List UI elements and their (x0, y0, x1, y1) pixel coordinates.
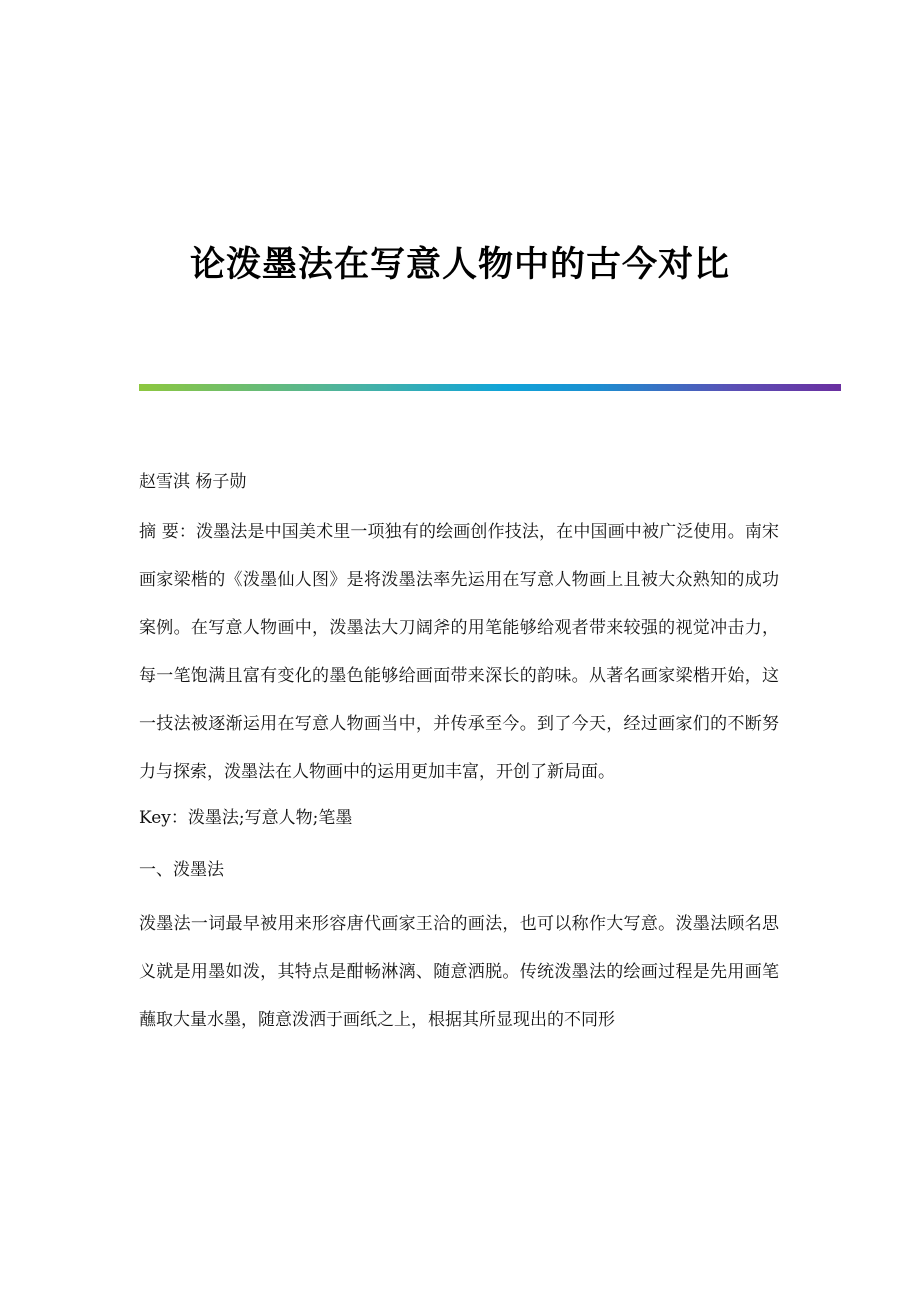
section-heading: 一、泼墨法 (139, 860, 224, 880)
authors-line: 赵雪淇 杨子勋 (139, 472, 247, 492)
document-body (139, 466, 779, 1062)
document-title: 论泼墨法在写意人物中的古今对比 (189, 244, 730, 286)
title-divider (139, 384, 841, 391)
body-paragraph: 泼墨法一词最早被用来形容唐代画家王洽的画法，也可以称作大写意。泼墨法顾名思义就是用墨如泼，其特点是酣畅淋漓、随意洒脱。传统泼墨法的绘画过程是先用画笔蘸取大量水墨，随意泼洒于画纸之上，根据其所显现出的不同形 (139, 914, 779, 1030)
keywords-line: Key：泼墨法;写意人物;笔墨 (139, 808, 353, 828)
abstract-paragraph: 摘 要：泼墨法是中国美术里一项独有的绘画创作技法，在中国画中被广泛使用。南宋画家梁楷的《泼墨仙人图》是将泼墨法率先运用在写意人物画上且被大众熟知的成功案例。在写意人物画中，泼墨法大刀阔斧的用笔能够给观者带来较强的视觉冲击力，每一笔饱满且富有变化的墨色能够给画面带来深长的韵味。从著名画家梁楷开始，这一技法被逐渐运用在写意人物画当中，并传承至今。到了今天，经过画家们的不断努力与探索，泼墨法在人物画中的运用更加丰富，开创了新局面。 (139, 522, 779, 782)
